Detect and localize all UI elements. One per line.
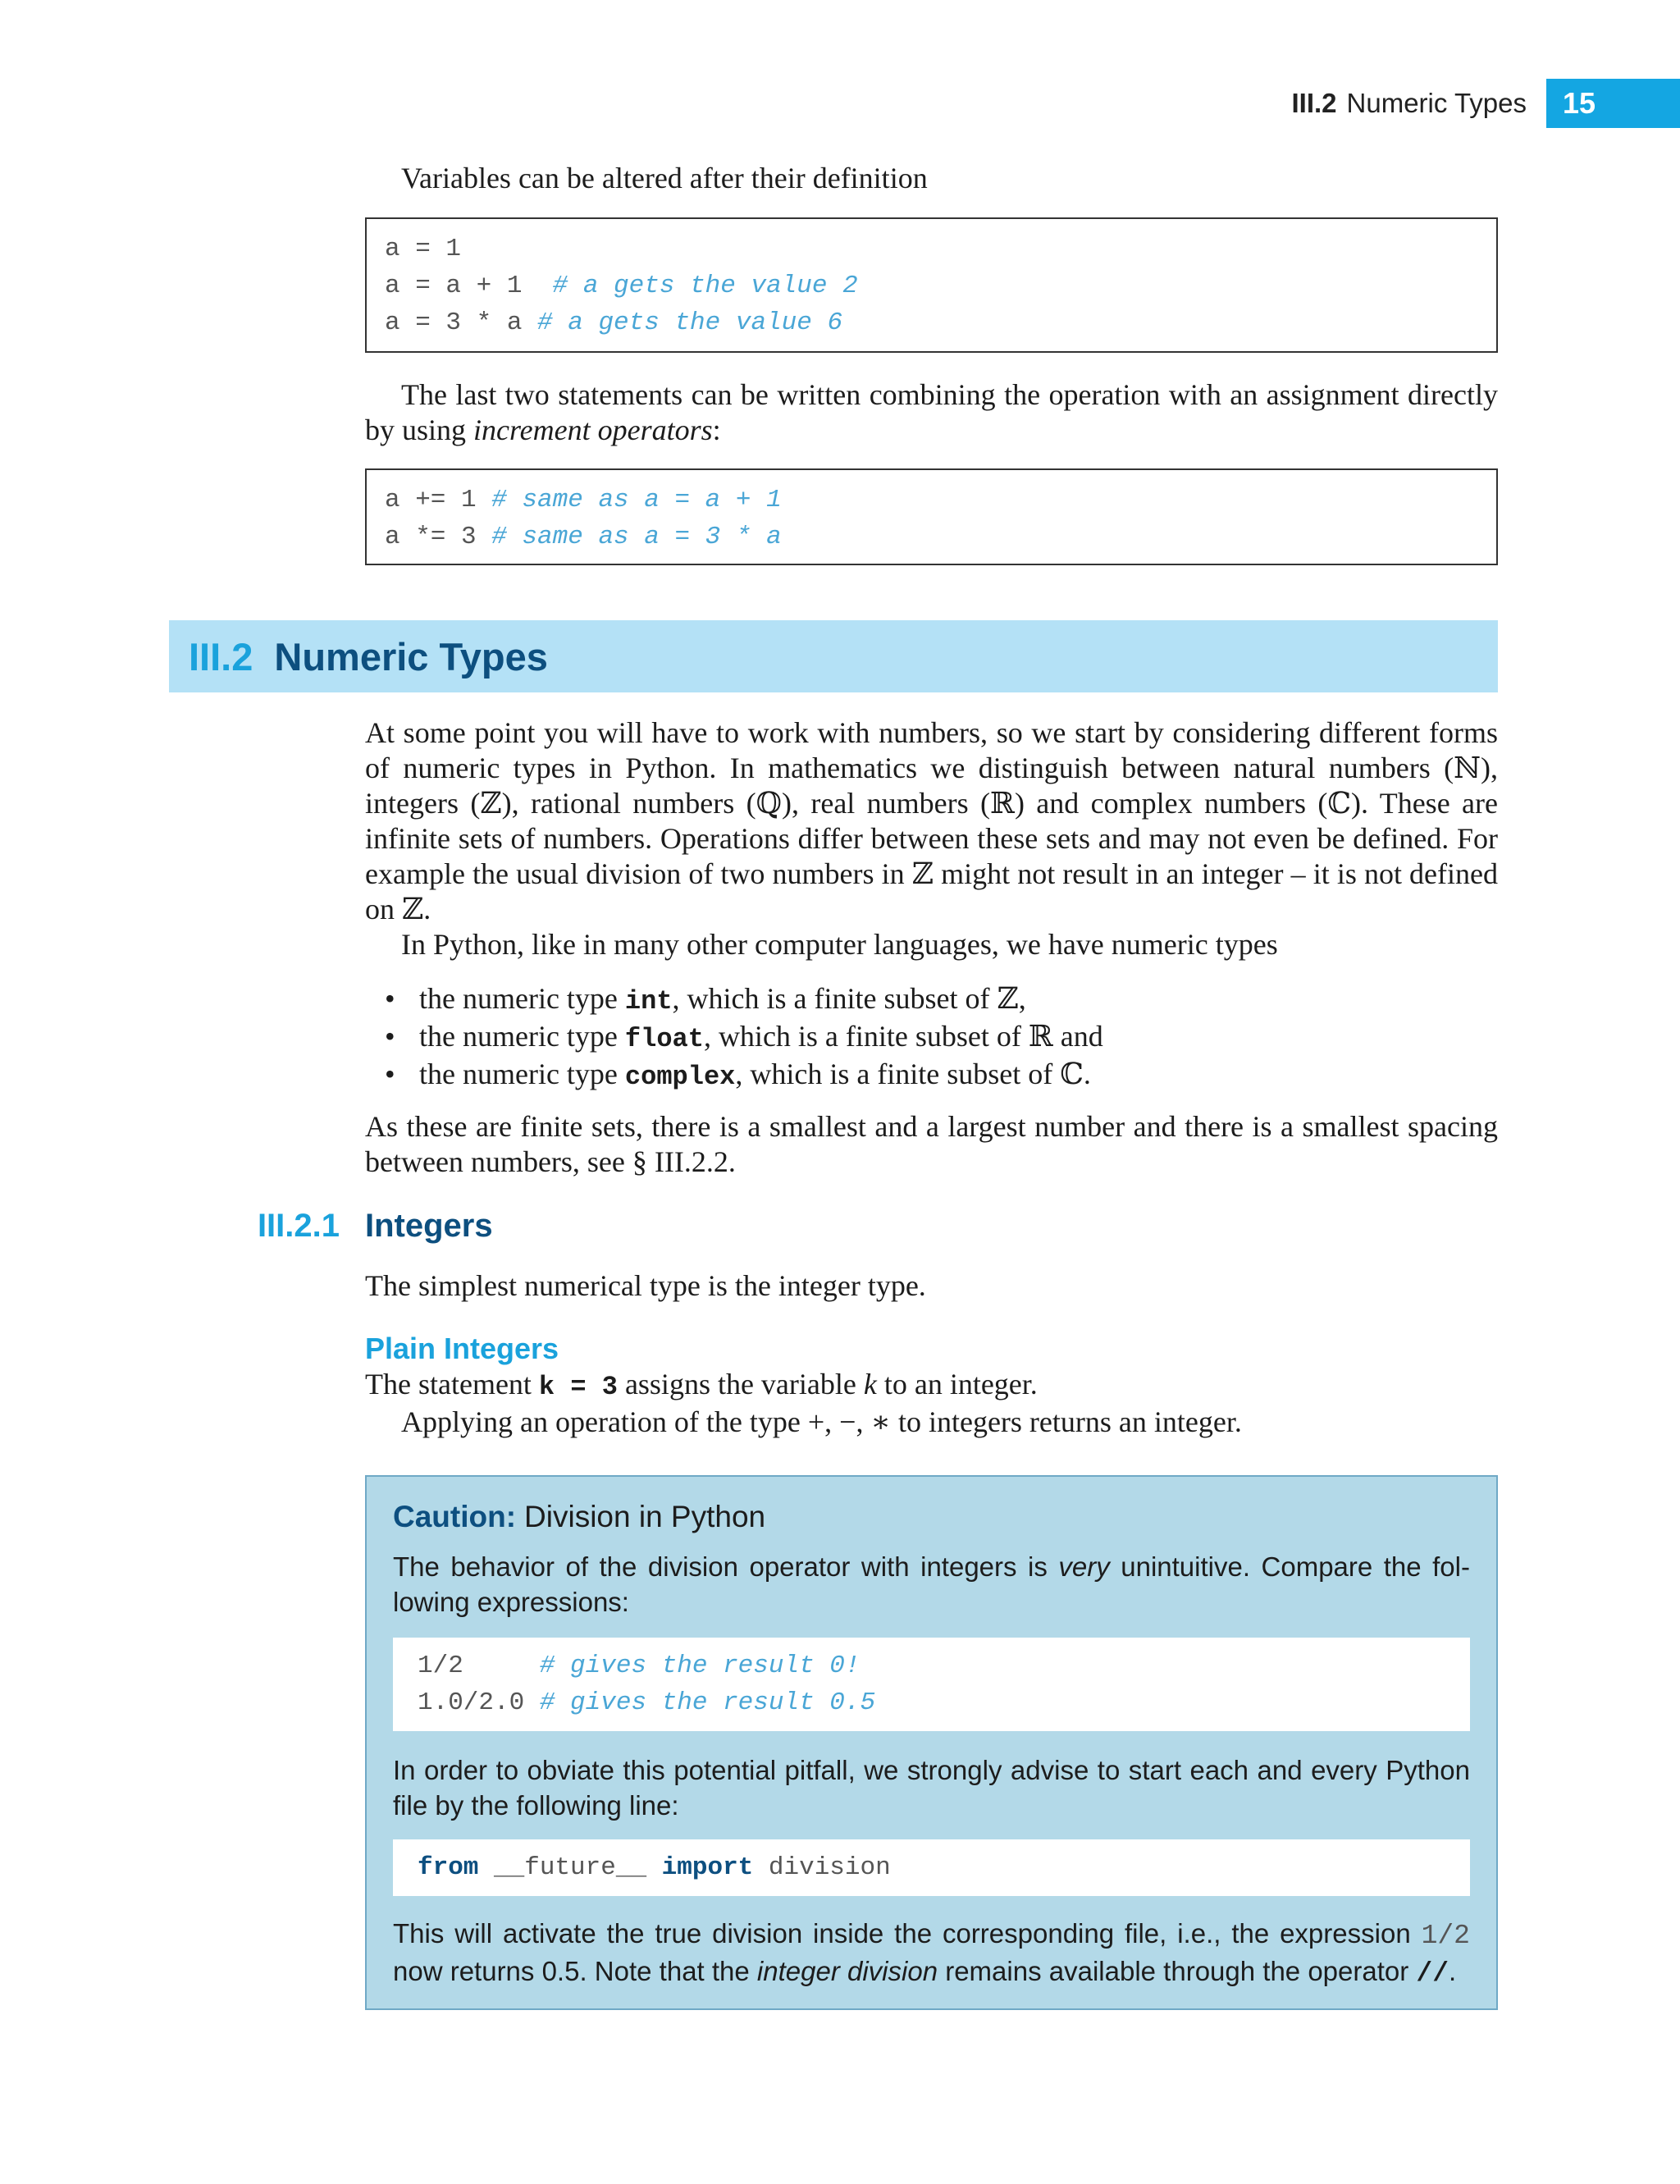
increment-text-before: The last two statements can be written combining the operation with an assignment directly by using	[365, 378, 1498, 446]
caution-text2: In order to obviate this potential pitfall, we strongly advise to start each and every Python file by the following line:	[393, 1755, 1470, 1821]
numeric-intro-para2: In Python, like in many other computer languages, we have numeric types	[401, 928, 1278, 961]
caution-title: Division in Python	[524, 1500, 766, 1533]
list-item-text: , which is a finite subset of ℤ,	[672, 982, 1026, 1015]
finite-sets-text: As these are finite sets, there is a smallest and a largest number and there is a smallest spacing between numbers, see § III.2.2.	[365, 1110, 1498, 1178]
subsection-heading	[0, 1208, 1498, 1249]
inline-code: k = 3	[538, 1372, 618, 1402]
text: to an integer.	[876, 1368, 1038, 1400]
intro-text: Variables can be altered after their definition	[401, 162, 928, 194]
variable-name: k	[863, 1368, 877, 1400]
code-line	[385, 231, 1478, 267]
inline-code: complex	[624, 1062, 736, 1092]
running-header-title	[1292, 88, 1527, 119]
code-line	[418, 1849, 1445, 1886]
increment-paragraph	[365, 377, 1498, 448]
code-line	[385, 267, 1478, 304]
plain-integers	[365, 1331, 1498, 1440]
text: .	[1449, 1956, 1457, 1986]
code-text: 1.0/2.0	[418, 1688, 540, 1717]
text: This will activate the true division inside the corresponding file, i.e., the expression	[393, 1918, 1422, 1949]
code-block-variables	[365, 217, 1498, 353]
code-comment: # same as a = 3 * a	[491, 523, 782, 551]
code-comment: # a gets the value 6	[537, 308, 843, 337]
integers-intro	[365, 1268, 1498, 1304]
section-number: III.2	[189, 634, 253, 679]
code-text: a += 1	[385, 486, 492, 514]
code-text: 1/2	[418, 1652, 540, 1680]
code-line	[385, 482, 1478, 519]
code-text: __future__	[478, 1853, 662, 1882]
code-text: a = a + 1	[385, 272, 553, 300]
inline-code: //	[1416, 1958, 1449, 1989]
code-line	[418, 1684, 1445, 1721]
text: unintuitive. Compare the following expressions:	[393, 1551, 1470, 1617]
text: The statement	[365, 1368, 539, 1400]
text: assigns the variable	[617, 1368, 864, 1400]
code-comment: # same as a = a + 1	[491, 486, 782, 514]
inline-code: float	[624, 1024, 704, 1054]
code-line	[385, 519, 1478, 555]
subsection-title: Integers	[365, 1208, 493, 1244]
running-header	[1292, 79, 1680, 128]
running-header-section-title: Numeric Types	[1346, 88, 1527, 118]
plain-integers-line1	[365, 1367, 1498, 1405]
code-text: division	[753, 1853, 891, 1882]
caution-code-block	[393, 1638, 1470, 1731]
page-number: 15	[1546, 79, 1680, 128]
code-comment: # gives the result 0.5	[539, 1688, 876, 1717]
caution-label: Caution:	[393, 1500, 517, 1533]
increment-emph: increment operators	[473, 413, 713, 446]
list-item-text: the numeric type	[419, 1058, 625, 1090]
list-item-text: the numeric type	[419, 982, 625, 1015]
list-item-text: the numeric type	[419, 1020, 625, 1053]
code-line	[418, 1647, 1445, 1684]
list-item-text: , which is a finite subset of ℂ.	[735, 1058, 1091, 1090]
caution-import-block	[393, 1839, 1470, 1896]
code-keyword: import	[661, 1853, 754, 1882]
emphasis: integer division	[756, 1956, 938, 1986]
list-item	[365, 1019, 1498, 1057]
emphasis: very	[1058, 1551, 1110, 1582]
running-header-section-number: III.2	[1291, 88, 1337, 118]
section-heading	[169, 620, 1498, 692]
code-text: a = 1	[385, 235, 462, 263]
list-item	[365, 981, 1498, 1019]
plain-integers-line2: Applying an operation of the type +, −, ∗ to integers returns an integer.	[401, 1405, 1242, 1438]
caution-box	[365, 1475, 1498, 2010]
finite-sets-paragraph	[365, 1109, 1498, 1180]
integers-intro-text: The simplest numerical type is the integer type.	[365, 1269, 926, 1302]
code-text: a *= 3	[385, 523, 492, 551]
caution-text3	[393, 1916, 1470, 1991]
text: remains available through the operator	[938, 1956, 1417, 1986]
code-text: a = 3 * a	[385, 308, 538, 337]
code-line	[385, 304, 1478, 341]
text: now returns 0.5. Note that the	[393, 1956, 757, 1986]
intro-paragraph	[365, 161, 1498, 196]
numeric-type-list	[365, 981, 1498, 1094]
code-keyword: from	[418, 1853, 479, 1882]
increment-text-after: :	[712, 413, 721, 446]
numeric-intro-para1: At some point you will have to work with numbers, so we start by considering different forms of numeric types in Python. In mathematics we distinguish between natural numbers (ℕ), integers (ℤ), rational numbers (ℚ), real numbers (ℝ) and complex numbers (ℂ). These are infinite sets of numbers. Operations differ between these sets and may not even be defined. For example the usual division of two numbers in ℤ might not result in an integer – it is not defined on ℤ.	[365, 716, 1498, 925]
text: The behavior of the division operator with integers is	[393, 1551, 1059, 1582]
plain-integers-heading: Plain Integers	[365, 1332, 559, 1365]
numeric-intro	[365, 715, 1498, 962]
caution-heading	[393, 1498, 1470, 1536]
increment-text	[365, 377, 1498, 448]
code-comment: # gives the result 0!	[539, 1652, 861, 1680]
section-title: Numeric Types	[274, 634, 548, 679]
list-item-text: , which is a finite subset of ℝ and	[703, 1020, 1103, 1053]
subsection-number: III.2.1	[257, 1208, 340, 1244]
inline-code: 1/2	[1421, 1921, 1470, 1951]
list-item	[365, 1057, 1498, 1094]
inline-code: int	[624, 986, 673, 1017]
caution-text1	[393, 1549, 1470, 1620]
code-block-increment	[365, 468, 1498, 565]
code-comment: # a gets the value 2	[552, 272, 858, 300]
